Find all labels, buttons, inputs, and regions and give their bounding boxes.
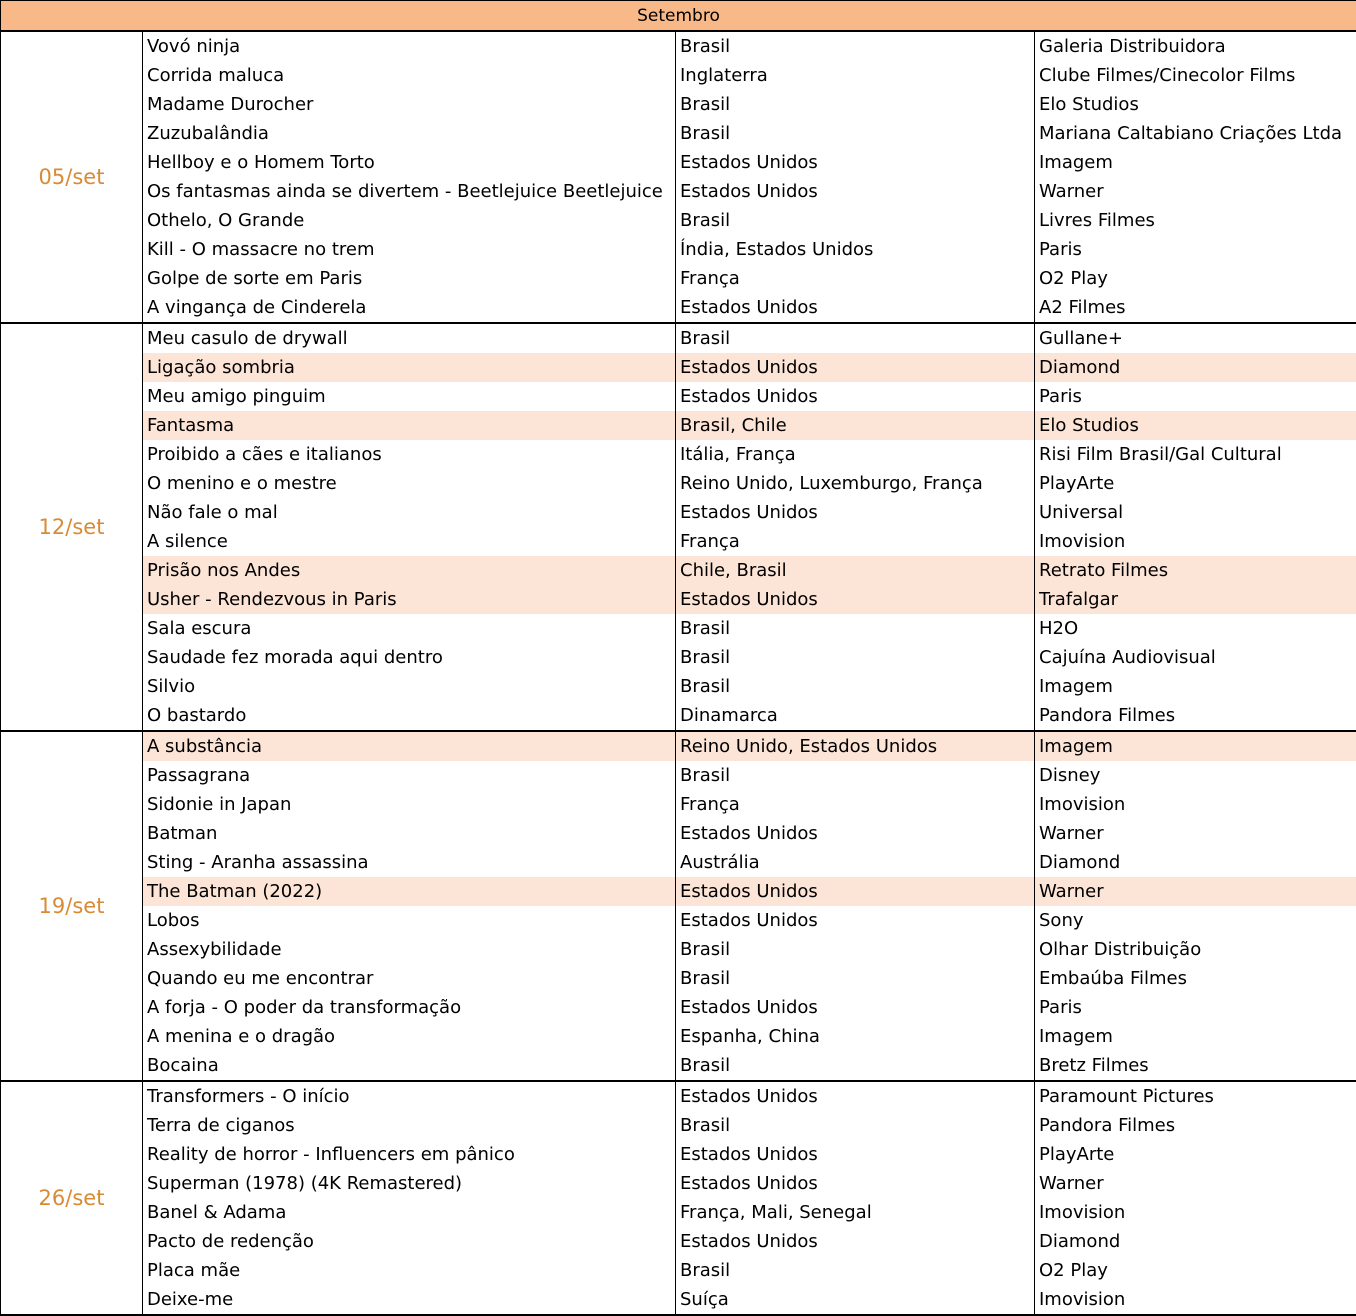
distributor-cell: Warner <box>1035 177 1356 206</box>
table-row <box>1 353 1356 382</box>
film-title-cell: Quando eu me encontrar <box>143 964 676 993</box>
country-cell: Reino Unido, Luxemburgo, França <box>676 469 1035 498</box>
film-title-cell: A vingança de Cinderela <box>143 293 676 323</box>
distributor-cell: Imovision <box>1035 527 1356 556</box>
film-title-cell: Kill - O massacre no trem <box>143 235 676 264</box>
table-row <box>1 206 1356 235</box>
country-cell: França <box>676 790 1035 819</box>
country-cell: Reino Unido, Estados Unidos <box>676 731 1035 761</box>
distributor-cell: Clube Filmes/Cinecolor Films <box>1035 61 1356 90</box>
table-row <box>1 498 1356 527</box>
film-title-cell: Transformers - O início <box>143 1081 676 1111</box>
table-row <box>1 177 1356 206</box>
film-title-cell: Sidonie in Japan <box>143 790 676 819</box>
table-row <box>1 411 1356 440</box>
country-cell: Brasil <box>676 672 1035 701</box>
film-title-cell: Pacto de redenção <box>143 1227 676 1256</box>
distributor-cell: Trafalgar <box>1035 585 1356 614</box>
distributor-cell: Galeria Distribuidora <box>1035 31 1356 61</box>
table-row <box>1 1256 1356 1285</box>
distributor-cell: Imovision <box>1035 1285 1356 1315</box>
film-title-cell: Vovó ninja <box>143 31 676 61</box>
distributor-cell: Imagem <box>1035 148 1356 177</box>
distributor-cell: Elo Studios <box>1035 411 1356 440</box>
country-cell: Estados Unidos <box>676 585 1035 614</box>
film-title-cell: The Batman (2022) <box>143 877 676 906</box>
table-row <box>1 906 1356 935</box>
table-row <box>1 1285 1356 1315</box>
country-cell: Austrália <box>676 848 1035 877</box>
country-cell: Brasil <box>676 1256 1035 1285</box>
table-row <box>1 264 1356 293</box>
table-row <box>1 440 1356 469</box>
table-row <box>1 1022 1356 1051</box>
film-title-cell: Meu casulo de drywall <box>143 323 676 353</box>
film-title-cell: Superman (1978) (4K Remastered) <box>143 1169 676 1198</box>
distributor-cell: Disney <box>1035 761 1356 790</box>
table-row <box>1 1081 1356 1111</box>
month-title: Setembro <box>1 1 1356 32</box>
country-cell: Estados Unidos <box>676 293 1035 323</box>
country-cell: Brasil <box>676 614 1035 643</box>
film-title-cell: O menino e o mestre <box>143 469 676 498</box>
country-cell: Estados Unidos <box>676 148 1035 177</box>
distributor-cell: Diamond <box>1035 1227 1356 1256</box>
film-title-cell: Madame Durocher <box>143 90 676 119</box>
film-title-cell: Sala escura <box>143 614 676 643</box>
table-row <box>1 1111 1356 1140</box>
country-cell: Estados Unidos <box>676 1140 1035 1169</box>
country-cell: Estados Unidos <box>676 877 1035 906</box>
distributor-cell: Warner <box>1035 1169 1356 1198</box>
table-row <box>1 382 1356 411</box>
country-cell: Brasil <box>676 90 1035 119</box>
distributor-cell: Gullane+ <box>1035 323 1356 353</box>
table-row <box>1 964 1356 993</box>
country-cell: Itália, França <box>676 440 1035 469</box>
distributor-cell: PlayArte <box>1035 1140 1356 1169</box>
country-cell: Espanha, China <box>676 1022 1035 1051</box>
country-cell: Brasil <box>676 964 1035 993</box>
film-title-cell: Lobos <box>143 906 676 935</box>
distributor-cell: Risi Film Brasil/Gal Cultural <box>1035 440 1356 469</box>
film-title-cell: Banel & Adama <box>143 1198 676 1227</box>
table-row <box>1 556 1356 585</box>
country-cell: Dinamarca <box>676 701 1035 731</box>
distributor-cell: PlayArte <box>1035 469 1356 498</box>
distributor-cell: Diamond <box>1035 848 1356 877</box>
distributor-cell: Imovision <box>1035 790 1356 819</box>
film-title-cell: Proibido a cães e italianos <box>143 440 676 469</box>
country-cell: Estados Unidos <box>676 177 1035 206</box>
release-date-cell: 12/set <box>1 323 143 731</box>
distributor-cell: Imagem <box>1035 731 1356 761</box>
distributor-cell: Bretz Filmes <box>1035 1051 1356 1081</box>
distributor-cell: A2 Filmes <box>1035 293 1356 323</box>
table-row <box>1 935 1356 964</box>
country-cell: Estados Unidos <box>676 993 1035 1022</box>
country-cell: Brasil <box>676 206 1035 235</box>
table-row <box>1 701 1356 731</box>
film-title-cell: A forja - O poder da transformação <box>143 993 676 1022</box>
distributor-cell: Pandora Filmes <box>1035 1111 1356 1140</box>
country-cell: Chile, Brasil <box>676 556 1035 585</box>
release-date-cell: 19/set <box>1 731 143 1081</box>
distributor-cell: H2O <box>1035 614 1356 643</box>
table-row <box>1 643 1356 672</box>
table-row <box>1 1140 1356 1169</box>
country-cell: França, Mali, Senegal <box>676 1198 1035 1227</box>
table-row <box>1 90 1356 119</box>
table-row <box>1 1169 1356 1198</box>
table-row <box>1 790 1356 819</box>
film-title-cell: Assexybilidade <box>143 935 676 964</box>
distributor-cell: Olhar Distribuição <box>1035 935 1356 964</box>
table-row <box>1 31 1356 61</box>
table-row <box>1 527 1356 556</box>
film-title-cell: Prisão nos Andes <box>143 556 676 585</box>
distributor-cell: Paris <box>1035 235 1356 264</box>
country-cell: Estados Unidos <box>676 906 1035 935</box>
film-title-cell: Zuzubalândia <box>143 119 676 148</box>
country-cell: Estados Unidos <box>676 1169 1035 1198</box>
distributor-cell: Cajuína Audiovisual <box>1035 643 1356 672</box>
table-row <box>1 1051 1356 1081</box>
country-cell: Brasil <box>676 31 1035 61</box>
table-row <box>1 819 1356 848</box>
film-title-cell: Hellboy e o Homem Torto <box>143 148 676 177</box>
country-cell: Brasil <box>676 1051 1035 1081</box>
country-cell: Estados Unidos <box>676 1227 1035 1256</box>
release-date-cell: 05/set <box>1 31 143 323</box>
table-row <box>1 761 1356 790</box>
distributor-cell: Imovision <box>1035 1198 1356 1227</box>
table-row <box>1 61 1356 90</box>
country-cell: Suíça <box>676 1285 1035 1315</box>
table-row <box>1 323 1356 353</box>
distributor-cell: Paris <box>1035 382 1356 411</box>
month-header-row <box>1 1 1356 32</box>
table-row <box>1 848 1356 877</box>
country-cell: Brasil <box>676 119 1035 148</box>
distributor-cell: Embaúba Filmes <box>1035 964 1356 993</box>
table-row <box>1 672 1356 701</box>
table-row <box>1 877 1356 906</box>
film-title-cell: O bastardo <box>143 701 676 731</box>
country-cell: Estados Unidos <box>676 819 1035 848</box>
country-cell: Brasil <box>676 323 1035 353</box>
table-row <box>1 119 1356 148</box>
film-title-cell: Sting - Aranha assassina <box>143 848 676 877</box>
distributor-cell: Sony <box>1035 906 1356 935</box>
table-row <box>1 993 1356 1022</box>
country-cell: Estados Unidos <box>676 382 1035 411</box>
table-row <box>1 1198 1356 1227</box>
film-title-cell: Golpe de sorte em Paris <box>143 264 676 293</box>
country-cell: Estados Unidos <box>676 353 1035 382</box>
film-title-cell: Os fantasmas ainda se divertem - Beetlejuice Beetlejuice <box>143 177 676 206</box>
distributor-cell: Livres Filmes <box>1035 206 1356 235</box>
table-row <box>1 614 1356 643</box>
table-row <box>1 148 1356 177</box>
film-title-cell: Batman <box>143 819 676 848</box>
country-cell: Inglaterra <box>676 61 1035 90</box>
release-date-cell: 26/set <box>1 1081 143 1315</box>
country-cell: Estados Unidos <box>676 1081 1035 1111</box>
country-cell: França <box>676 527 1035 556</box>
film-title-cell: Meu amigo pinguim <box>143 382 676 411</box>
distributor-cell: O2 Play <box>1035 1256 1356 1285</box>
film-title-cell: A substância <box>143 731 676 761</box>
country-cell: Brasil <box>676 1111 1035 1140</box>
country-cell: Brasil <box>676 935 1035 964</box>
film-title-cell: Ligação sombria <box>143 353 676 382</box>
film-title-cell: Othelo, O Grande <box>143 206 676 235</box>
film-title-cell: A silence <box>143 527 676 556</box>
film-title-cell: A menina e o dragão <box>143 1022 676 1051</box>
distributor-cell: Pandora Filmes <box>1035 701 1356 731</box>
distributor-cell: Diamond <box>1035 353 1356 382</box>
table-row <box>1 235 1356 264</box>
distributor-cell: Warner <box>1035 819 1356 848</box>
film-title-cell: Não fale o mal <box>143 498 676 527</box>
film-title-cell: Reality de horror - Influencers em pânico <box>143 1140 676 1169</box>
film-title-cell: Usher - Rendezvous in Paris <box>143 585 676 614</box>
country-cell: Brasil <box>676 761 1035 790</box>
distributor-cell: Paramount Pictures <box>1035 1081 1356 1111</box>
table-row <box>1 585 1356 614</box>
table-row <box>1 1227 1356 1256</box>
film-title-cell: Deixe-me <box>143 1285 676 1315</box>
film-title-cell: Terra de ciganos <box>143 1111 676 1140</box>
table-row <box>1 293 1356 323</box>
distributor-cell: Elo Studios <box>1035 90 1356 119</box>
film-title-cell: Fantasma <box>143 411 676 440</box>
table-row <box>1 469 1356 498</box>
distributor-cell: Warner <box>1035 877 1356 906</box>
table-row <box>1 731 1356 761</box>
country-cell: França <box>676 264 1035 293</box>
film-title-cell: Silvio <box>143 672 676 701</box>
country-cell: Índia, Estados Unidos <box>676 235 1035 264</box>
distributor-cell: Imagem <box>1035 672 1356 701</box>
film-title-cell: Placa mãe <box>143 1256 676 1285</box>
distributor-cell: Imagem <box>1035 1022 1356 1051</box>
country-cell: Estados Unidos <box>676 498 1035 527</box>
distributor-cell: O2 Play <box>1035 264 1356 293</box>
country-cell: Brasil, Chile <box>676 411 1035 440</box>
country-cell: Brasil <box>676 643 1035 672</box>
film-title-cell: Saudade fez morada aqui dentro <box>143 643 676 672</box>
distributor-cell: Mariana Caltabiano Criações Ltda <box>1035 119 1356 148</box>
distributor-cell: Paris <box>1035 993 1356 1022</box>
film-title-cell: Bocaina <box>143 1051 676 1081</box>
distributor-cell: Universal <box>1035 498 1356 527</box>
film-title-cell: Passagrana <box>143 761 676 790</box>
film-title-cell: Corrida maluca <box>143 61 676 90</box>
distributor-cell: Retrato Filmes <box>1035 556 1356 585</box>
